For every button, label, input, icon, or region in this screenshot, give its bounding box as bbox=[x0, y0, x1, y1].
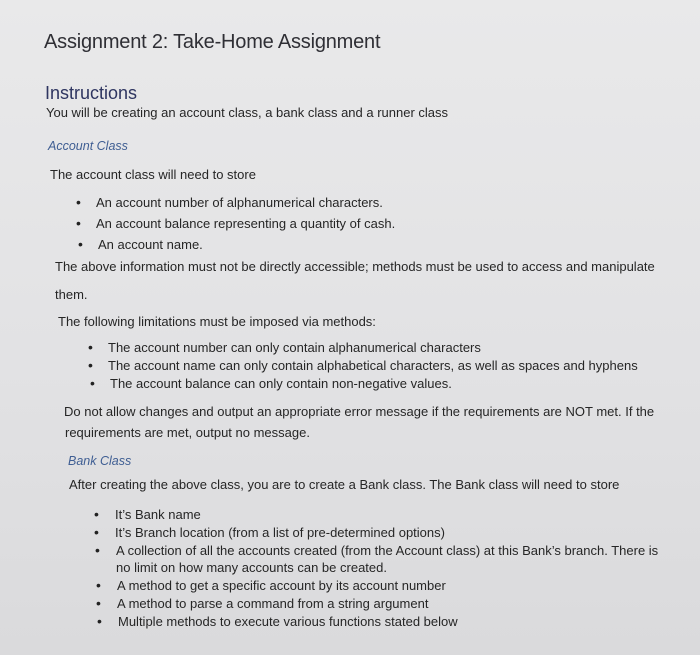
list-item: • An account balance representing a quantity of cash. bbox=[96, 215, 395, 236]
list-item: • A method to get a specific account by its account number bbox=[117, 577, 659, 594]
list-item: • Multiple methods to execute various functions stated below bbox=[118, 613, 660, 630]
error-paragraph-line2: requirements are met, output no message. bbox=[65, 425, 310, 440]
limits-list bbox=[108, 339, 638, 393]
intro-text: You will be creating an account class, a bank class and a runner class bbox=[46, 105, 449, 120]
list-item: • An account number of alphanumerical characters. bbox=[96, 194, 395, 215]
list-item: • The account name can only contain alphabetical characters, as well as spaces and hyphens bbox=[108, 357, 638, 375]
access-paragraph-line2: them. bbox=[55, 287, 88, 302]
collection-item-line1: A collection of all the accounts created (from the Account class) at this Bank’s branch. There is bbox=[116, 543, 659, 558]
bank-class-lead: After creating the above class, you are to create a Bank class. The Bank class will need to store bbox=[69, 477, 620, 492]
list-item: • It’s Branch location (from a list of pre-determined options) bbox=[115, 524, 657, 541]
account-class-lead: The account class will need to store bbox=[50, 167, 256, 182]
page-title: Assignment 2: Take-Home Assignment bbox=[44, 31, 381, 53]
list-item: • A method to parse a command from a string argument bbox=[117, 595, 659, 612]
account-class-heading: Account Class bbox=[48, 139, 128, 153]
bank-class-heading: Bank Class bbox=[68, 454, 132, 468]
list-item bbox=[116, 542, 658, 576]
list-item: • It’s Bank name bbox=[115, 506, 657, 523]
bank-items-list bbox=[115, 506, 657, 631]
collection-item-line2: no limit on how many accounts can be created. bbox=[116, 560, 387, 575]
access-paragraph-line1: The above information must not be directly accessible; methods must be used to access and manipulate bbox=[55, 259, 655, 274]
instructions-heading: Instructions bbox=[45, 83, 138, 103]
error-paragraph-line1: Do not allow changes and output an appropriate error message if the requirements are NOT met. If the bbox=[64, 404, 655, 419]
limits-lead: The following limitations must be imposed via methods: bbox=[58, 314, 376, 329]
list-item: • The account balance can only contain non-negative values. bbox=[110, 375, 640, 393]
list-item: • The account number can only contain alphanumerical characters bbox=[108, 339, 638, 357]
account-stores-list bbox=[96, 194, 395, 257]
list-item: • An account name. bbox=[98, 236, 397, 257]
